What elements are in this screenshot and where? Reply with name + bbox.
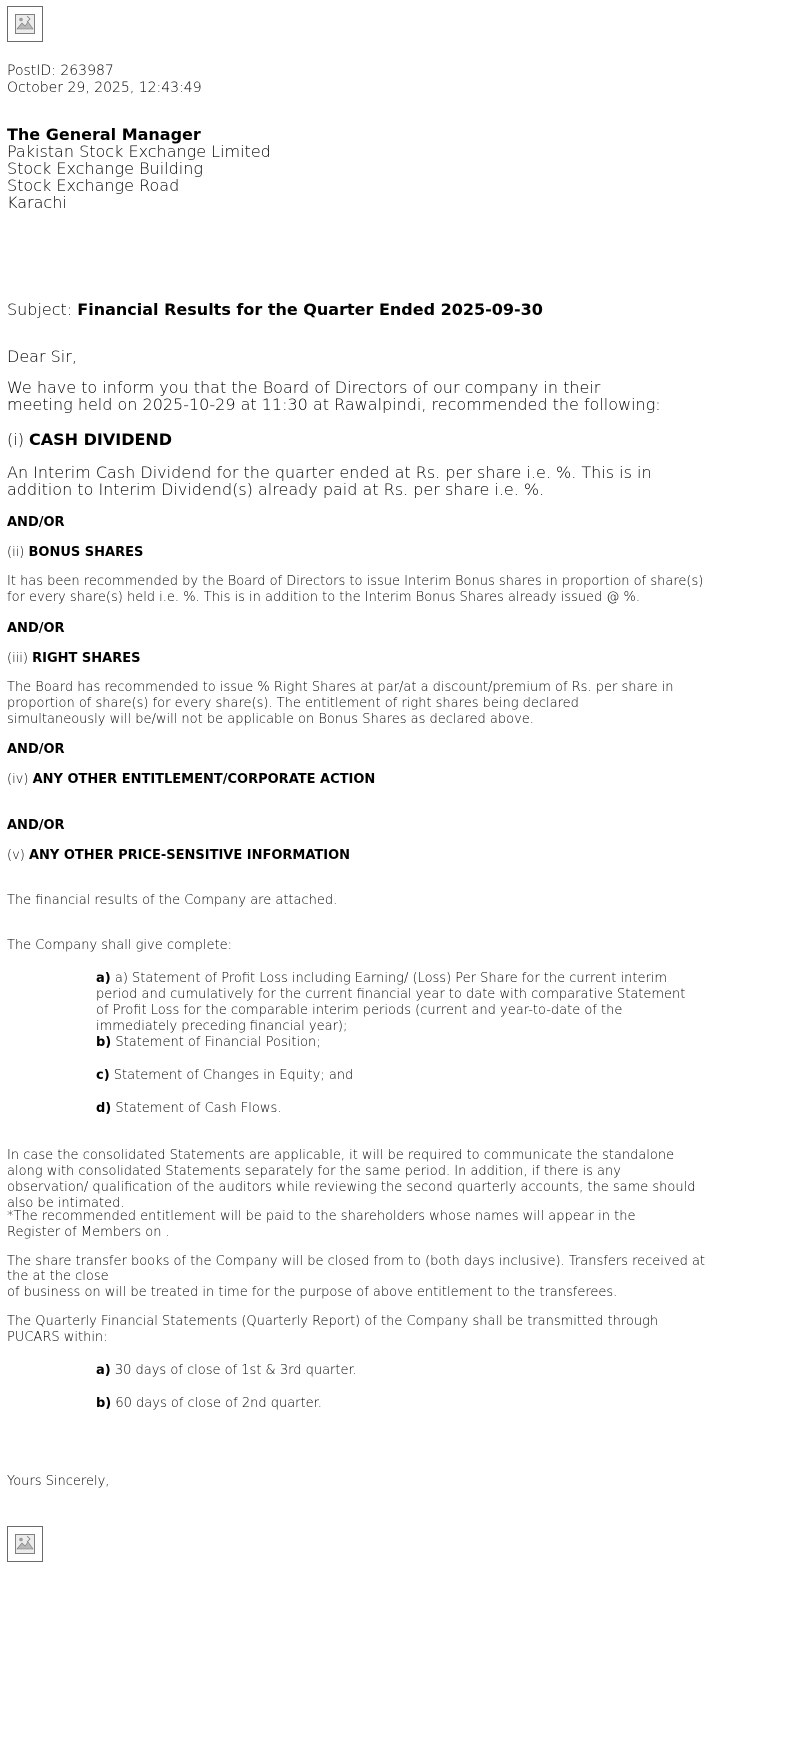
recipient-line: Stock Exchange Building <box>7 159 203 178</box>
section-number: (iii) <box>7 651 33 666</box>
price-sensitive-heading <box>7 847 350 864</box>
quarterly-paragraph: The Quarterly Financial Statements (Quarterly Report) of the Company shall be transmitted through PUCARS within: <box>7 1314 659 1345</box>
item-text: 30 days of close of 1st & 3rd quarter. <box>110 1363 357 1378</box>
recipient-line: Stock Exchange Road <box>7 176 180 195</box>
statement-item <box>96 1034 321 1051</box>
item-label: a) <box>96 971 111 986</box>
attached-notice: The financial results of the Company are attached. <box>7 893 338 908</box>
subject-label: Subject: <box>7 300 78 319</box>
section-number: (iv) <box>7 772 33 787</box>
consolidated-paragraph: In case the consolidated Statements are applicable, it will be required to communicate the standalone along with consolidated Statements separately for the same period. In addition, if there is any observation/ qualification of the auditors while reviewing the second quarterly accounts, the same should also be intimated. <box>7 1148 696 1211</box>
item-text: Statement of Financial Position; <box>111 1035 321 1050</box>
item-text: 60 days of close of 2nd quarter. <box>111 1396 322 1411</box>
transfer-line: of business on will be treated in time for the purpose of above entitlement to the transferees. <box>7 1285 618 1300</box>
item-label: c) <box>96 1068 110 1083</box>
item-text: Statement of Cash Flows. <box>111 1101 282 1116</box>
cash-dividend-heading <box>7 430 172 449</box>
post-datetime: October 29, 2025, 12:43:49 <box>7 80 202 96</box>
post-id: PostID: 263987 <box>7 63 114 79</box>
signature-image-placeholder <box>7 1526 43 1562</box>
statement-item <box>96 1100 281 1117</box>
and-or-separator: AND/OR <box>7 621 65 636</box>
statement-item <box>96 1067 353 1084</box>
recipient-line: Pakistan Stock Exchange Limited <box>7 142 271 161</box>
and-or-separator: AND/OR <box>7 515 65 530</box>
statement-item <box>96 971 702 1035</box>
complete-intro: The Company shall give complete: <box>7 938 232 953</box>
subject-text: Financial Results for the Quarter Ended 2025-09-30 <box>77 300 543 319</box>
section-number: (ii) <box>7 545 29 560</box>
transfer-line: The share transfer books of the Company will be closed from to (both days inclusive). Transfers received at the at the close <box>7 1254 706 1284</box>
section-heading: BONUS SHARES <box>28 545 144 560</box>
recipient-line: Karachi <box>7 193 67 212</box>
and-or-separator: AND/OR <box>7 742 65 757</box>
bonus-shares-heading <box>7 544 143 561</box>
entitlement-paragraph: *The recommended entitlement will be paid to the shareholders whose names will appear in the Register of Members on . <box>7 1209 636 1240</box>
recipient-title: The General Manager <box>7 125 201 144</box>
section-number: (v) <box>7 848 29 863</box>
bonus-shares-body: It has been recommended by the Board of Directors to issue Interim Bonus shares in proportion of share(s) for every share(s) held i.e. %. This is in addition to the Interim Bonus Shares already issued @ %. <box>7 574 704 605</box>
cash-dividend-body: An Interim Cash Dividend for the quarter ended at Rs. per share i.e. %. This is in addition to Interim Dividend(s) already paid at Rs. per share i.e. %. <box>7 463 652 499</box>
item-text: a) Statement of Profit Loss including Earning/ (Loss) Per Share for the current interim period and cumulatively for the current financial year to date with comparative Statement of Profit Loss for the comparable interim periods (current and year-to-date of the immediately preceding financial year); <box>96 971 686 1034</box>
item-text: Statement of Changes in Equity; and <box>109 1068 354 1083</box>
broken-image-icon <box>15 1534 35 1554</box>
deadline-item <box>96 1362 357 1379</box>
and-or-separator: AND/OR <box>7 818 65 833</box>
right-shares-body: The Board has recommended to issue % Right Shares at par/at a discount/premium of Rs. per share in proportion of share(s) for every share(s). The entitlement of right shares being declared simultaneously will be/will not be applicable on Bonus Shares as declared above. <box>7 680 674 727</box>
closing-salutation: Yours Sincerely, <box>7 1474 110 1489</box>
item-label: b) <box>96 1396 112 1411</box>
deadline-item <box>96 1395 322 1412</box>
item-label: d) <box>96 1101 112 1116</box>
section-number: (i) <box>7 430 30 449</box>
subject-line <box>7 300 543 319</box>
section-heading: CASH DIVIDEND <box>29 430 173 449</box>
section-heading: ANY OTHER ENTITLEMENT/CORPORATE ACTION <box>32 772 376 787</box>
section-heading: RIGHT SHARES <box>32 651 141 666</box>
other-entitlement-heading <box>7 771 375 788</box>
item-label: b) <box>96 1035 112 1050</box>
header-logo-placeholder <box>7 6 43 42</box>
broken-image-icon <box>15 14 35 34</box>
greeting: Dear Sir, <box>7 347 77 366</box>
item-label: a) <box>96 1363 111 1378</box>
right-shares-heading <box>7 650 140 667</box>
section-heading: ANY OTHER PRICE-SENSITIVE INFORMATION <box>28 848 351 863</box>
intro-paragraph: We have to inform you that the Board of Directors of our company in their meeting held on 2025-10-29 at 11:30 at Rawalpindi, recommended the following: <box>7 378 661 414</box>
